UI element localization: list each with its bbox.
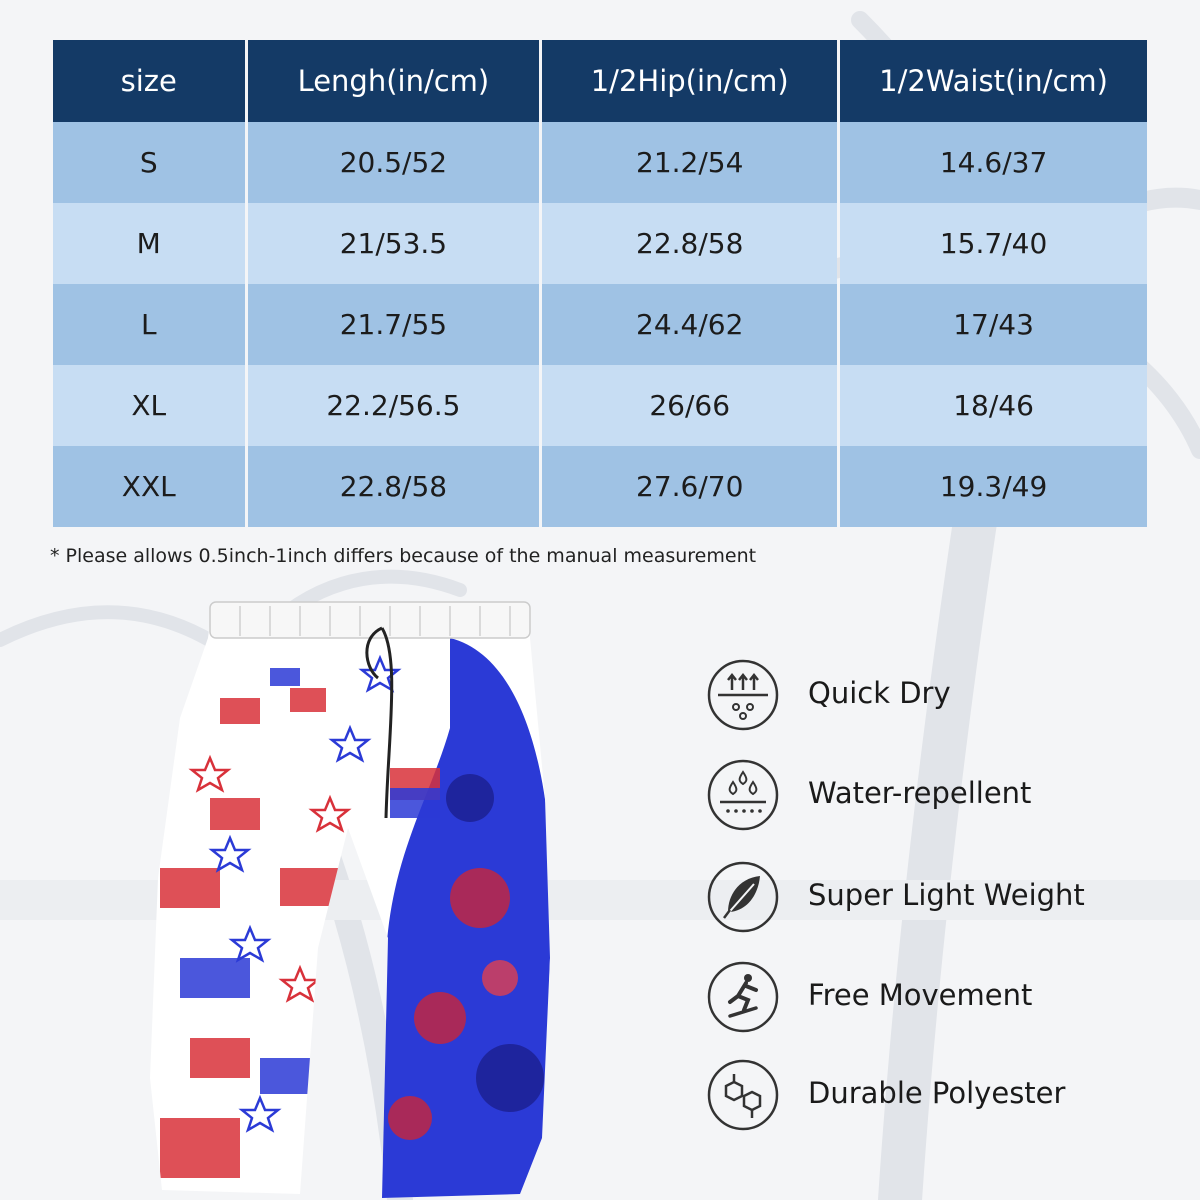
hip-cell: 21.2/54 bbox=[542, 122, 837, 203]
size-cell: XXL bbox=[53, 446, 245, 527]
size-cell: XL bbox=[53, 365, 245, 446]
waist-cell: 15.7/40 bbox=[840, 203, 1147, 284]
feature-label: Free Movement bbox=[808, 978, 1033, 1012]
length-cell: 21/53.5 bbox=[248, 203, 540, 284]
header-size: size bbox=[53, 40, 245, 122]
length-cell: 22.8/58 bbox=[248, 446, 540, 527]
length-cell: 20.5/52 bbox=[248, 122, 540, 203]
feature-label: Durable Polyester bbox=[808, 1076, 1066, 1110]
feature-free-movement bbox=[706, 960, 1176, 1036]
length-cell: 21.7/55 bbox=[248, 284, 540, 365]
feature-quick-dry bbox=[706, 658, 1176, 734]
waist-cell: 19.3/49 bbox=[840, 446, 1147, 527]
header-length: Lengh(in/cm) bbox=[248, 40, 540, 122]
feather-icon bbox=[706, 860, 780, 934]
waist-cell: 14.6/37 bbox=[840, 122, 1147, 203]
measurement-note: * Please allows 0.5inch-1inch differs because of the manual measurement bbox=[50, 545, 757, 567]
feature-durable-polyester bbox=[706, 1058, 1176, 1134]
board-shorts-image bbox=[150, 598, 550, 1198]
length-cell: 22.2/56.5 bbox=[248, 365, 540, 446]
table-row bbox=[53, 446, 1147, 527]
header-half-hip: 1/2Hip(in/cm) bbox=[542, 40, 837, 122]
molecule-icon bbox=[706, 1058, 780, 1132]
table-row bbox=[53, 122, 1147, 203]
feature-label: Quick Dry bbox=[808, 676, 951, 710]
feature-water-repellent bbox=[706, 758, 1176, 834]
hip-cell: 27.6/70 bbox=[542, 446, 837, 527]
size-cell: S bbox=[53, 122, 245, 203]
table-row bbox=[53, 203, 1147, 284]
hip-cell: 26/66 bbox=[542, 365, 837, 446]
waist-cell: 17/43 bbox=[840, 284, 1147, 365]
table-header-row bbox=[53, 40, 1147, 122]
table-row bbox=[53, 284, 1147, 365]
size-cell: L bbox=[53, 284, 245, 365]
size-cell: M bbox=[53, 203, 245, 284]
hip-cell: 24.4/62 bbox=[542, 284, 837, 365]
table-row bbox=[53, 365, 1147, 446]
header-half-waist: 1/2Waist(in/cm) bbox=[840, 40, 1147, 122]
size-chart-table bbox=[50, 40, 1150, 527]
water-drops-icon bbox=[706, 758, 780, 832]
skateboarder-icon bbox=[706, 960, 780, 1034]
feature-super-light-weight bbox=[706, 860, 1176, 936]
hip-cell: 22.8/58 bbox=[542, 203, 837, 284]
feature-label: Super Light Weight bbox=[808, 878, 1085, 912]
waist-cell: 18/46 bbox=[840, 365, 1147, 446]
quick-dry-icon bbox=[706, 658, 780, 732]
feature-label: Water-repellent bbox=[808, 776, 1032, 810]
